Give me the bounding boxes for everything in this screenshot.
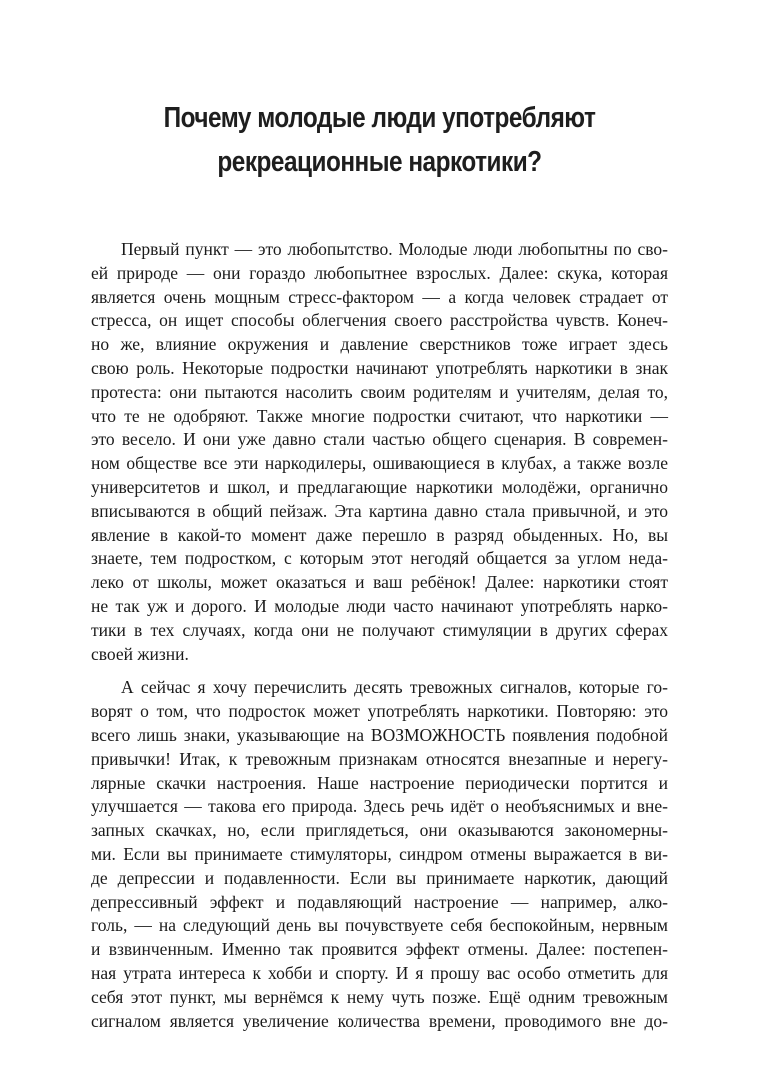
text-line: леко от школы, может оказаться и ваш ребёнок! Далее: наркотики стоят: [91, 572, 668, 593]
text-line: университетов и школ, и предлагающие наркотики молодёжи, органично: [91, 476, 668, 497]
text-line: привычки! Итак, к тревожным признакам относятся внезапные и нерегу-: [91, 748, 668, 769]
text-line: протеста: они пытаются насолить своим родителям и учителям, делая то,: [91, 381, 668, 402]
text-line: Первый пункт — это любопытство. Молодые люди любопытны по сво-: [121, 239, 668, 259]
text-line: себя этот пункт, мы вернёмся к нему чуть позже. Ещё одним тревожным: [91, 986, 668, 1007]
chapter-title-line-2: рекреационные наркотики?: [217, 146, 542, 178]
text-line: не так уж и дорого. И молодые люди часто начинают употреблять нарко-: [91, 595, 668, 616]
text-line: голь, — на следующий день вы почувствуете себя беспокойным, нервным: [91, 915, 668, 936]
text-line: сигналом является увеличение количества времени, проводимого вне до-: [91, 1010, 668, 1031]
text-line: является очень мощным стресс-фактором — а когда человек страдает от: [91, 286, 668, 307]
text-line: явление в какой-то момент даже перешло в разряд обыденных. Но, вы: [91, 524, 668, 545]
text-line: ном обществе все эти наркодилеры, ошивающиеся в клубах, а также возле: [91, 453, 668, 474]
text-line: стресса, он ищет способы облегчения своего расстройства чувств. Конеч-: [91, 310, 668, 331]
text-line: депрессивный эффект и подавляющий настроение — например, алко-: [91, 891, 668, 912]
text-line: ми. Если вы принимаете стимуляторы, синдром отмены выражается в ви-: [91, 843, 668, 864]
text-line: ная утрата интереса к хобби и спорту. И я прошу вас особо отметить для: [91, 962, 668, 983]
chapter-title: [136, 96, 622, 184]
paragraph-2: [91, 676, 668, 1033]
text-line: знаете, тем подростком, с которым этот негодяй общается за углом неда-: [91, 548, 668, 569]
text-line: ворят о том, что подросток может употреблять наркотики. Повторяю: это: [91, 701, 668, 722]
text-line: А сейчас я хочу перечислить десять тревожных сигналов, которые го-: [121, 677, 668, 698]
text-line: ей природе — они гораздо любопытнее взрослых. Далее: скука, которая: [91, 262, 668, 283]
text-line: но же, влияние окружения и давление сверстников тоже играет здесь: [91, 334, 668, 355]
text-line: и взвинченным. Именно так проявится эффект отмены. Далее: постепен-: [91, 939, 668, 960]
text-line: своей жизни.: [91, 643, 189, 664]
text-line: улучшается — такова его природа. Здесь речь идёт о необъяснимых и вне-: [91, 796, 668, 817]
paragraph-1: [91, 238, 668, 666]
body-text: [91, 238, 668, 1033]
text-line: свою роль. Некоторые подростки начинают употреблять наркотики в знак: [91, 357, 668, 378]
text-line: запных скачках, но, если приглядеться, они оказываются закономерны-: [91, 820, 668, 841]
text-line: де депрессии и подавленности. Если вы принимаете наркотик, дающий: [91, 867, 668, 888]
text-line: лярные скачки настроения. Наше настроение периодически портится и: [91, 772, 668, 793]
text-line: вписываются в общий пейзаж. Эта картина давно стала привычной, и это: [91, 500, 668, 521]
text-line: что те не одобряют. Также многие подростки считают, что наркотики —: [91, 405, 668, 426]
chapter-title-line-1: Почему молодые люди употребляют: [163, 102, 596, 134]
text-line: тики в тех случаях, когда они не получают стимуляции в других сферах: [91, 619, 668, 640]
text-line: всего лишь знаки, указывающие на ВОЗМОЖНОСТЬ появления подобной: [91, 724, 668, 745]
text-line: это весело. И они уже давно стали частью общего сценария. В современ-: [91, 429, 668, 450]
